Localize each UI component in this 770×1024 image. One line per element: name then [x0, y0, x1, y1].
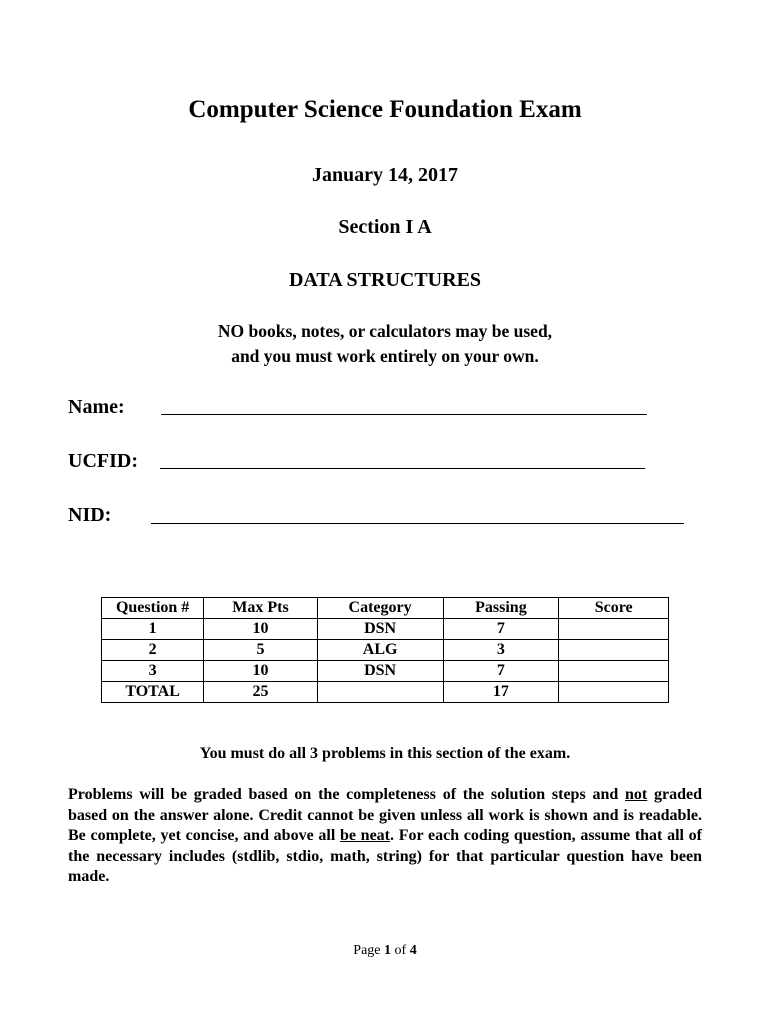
cell-passing: 3: [443, 640, 559, 661]
nid-label: NID:: [68, 504, 112, 526]
header-max-pts: Max Pts: [204, 598, 317, 619]
page-footer: [0, 943, 770, 959]
cell-passing: 7: [443, 661, 559, 682]
cell-score[interactable]: [559, 619, 669, 640]
cell-max-pts: 25: [204, 682, 317, 703]
cell-max-pts: 10: [204, 619, 317, 640]
name-field[interactable]: [161, 414, 647, 415]
cell-category: DSN: [317, 619, 443, 640]
cell-score[interactable]: [559, 682, 669, 703]
exam-subject: DATA STRUCTURES: [288, 269, 482, 291]
cell-question: 2: [102, 640, 204, 661]
rules-line-2: and you must work entirely on your own.: [231, 346, 539, 366]
table-row: [102, 619, 669, 640]
paragraph-part-c: . For each coding question, assume that all of the necessary includes (stdlib, stdio, math, string) for that particular question have been made.: [68, 827, 702, 885]
cell-max-pts: 10: [204, 661, 317, 682]
header-passing: Passing: [443, 598, 559, 619]
table-row-total: [102, 682, 669, 703]
exam-section: Section I A: [338, 216, 432, 238]
cell-question: 3: [102, 661, 204, 682]
table-row: [102, 640, 669, 661]
ucfid-field[interactable]: [160, 468, 645, 469]
table-row: [102, 661, 669, 682]
main-instruction: You must do all 3 problems in this section of the exam.: [199, 745, 571, 762]
ucfid-label: UCFID:: [68, 450, 138, 472]
cell-question: 1: [102, 619, 204, 640]
name-label: Name:: [68, 396, 125, 418]
score-table: [101, 597, 669, 703]
cell-category: ALG: [317, 640, 443, 661]
paragraph-part-a: Problems will be graded based on the completeness of the solution steps and: [68, 786, 626, 803]
cell-score[interactable]: [559, 661, 669, 682]
cell-max-pts: 5: [204, 640, 317, 661]
emphasis-not: not: [625, 786, 648, 803]
nid-field[interactable]: [151, 523, 684, 524]
rules-line-1: NO books, notes, or calculators may be used,: [217, 321, 553, 341]
page-word: Page: [353, 943, 381, 958]
cell-question: TOTAL: [102, 682, 204, 703]
cell-category: DSN: [317, 661, 443, 682]
grading-paragraph: [68, 785, 702, 888]
exam-title: Computer Science Foundation Exam: [188, 96, 582, 123]
paragraph-part-b: graded based on the answer alone. Credit cannot be given unless all work is shown and is readable. Be complete, yet concise, and above all: [68, 786, 703, 844]
of-word: of: [394, 943, 407, 958]
header-question: Question #: [102, 598, 204, 619]
table-header-row: [102, 598, 669, 619]
header-category: Category: [317, 598, 443, 619]
cell-passing: 7: [443, 619, 559, 640]
header-score: Score: [559, 598, 669, 619]
emphasis-be-neat: be neat: [339, 827, 391, 844]
cell-category: [317, 682, 443, 703]
page-current: 1: [384, 943, 392, 958]
page-total: 4: [409, 943, 417, 958]
cell-passing: 17: [443, 682, 559, 703]
cell-score[interactable]: [559, 640, 669, 661]
exam-date: January 14, 2017: [311, 164, 459, 186]
